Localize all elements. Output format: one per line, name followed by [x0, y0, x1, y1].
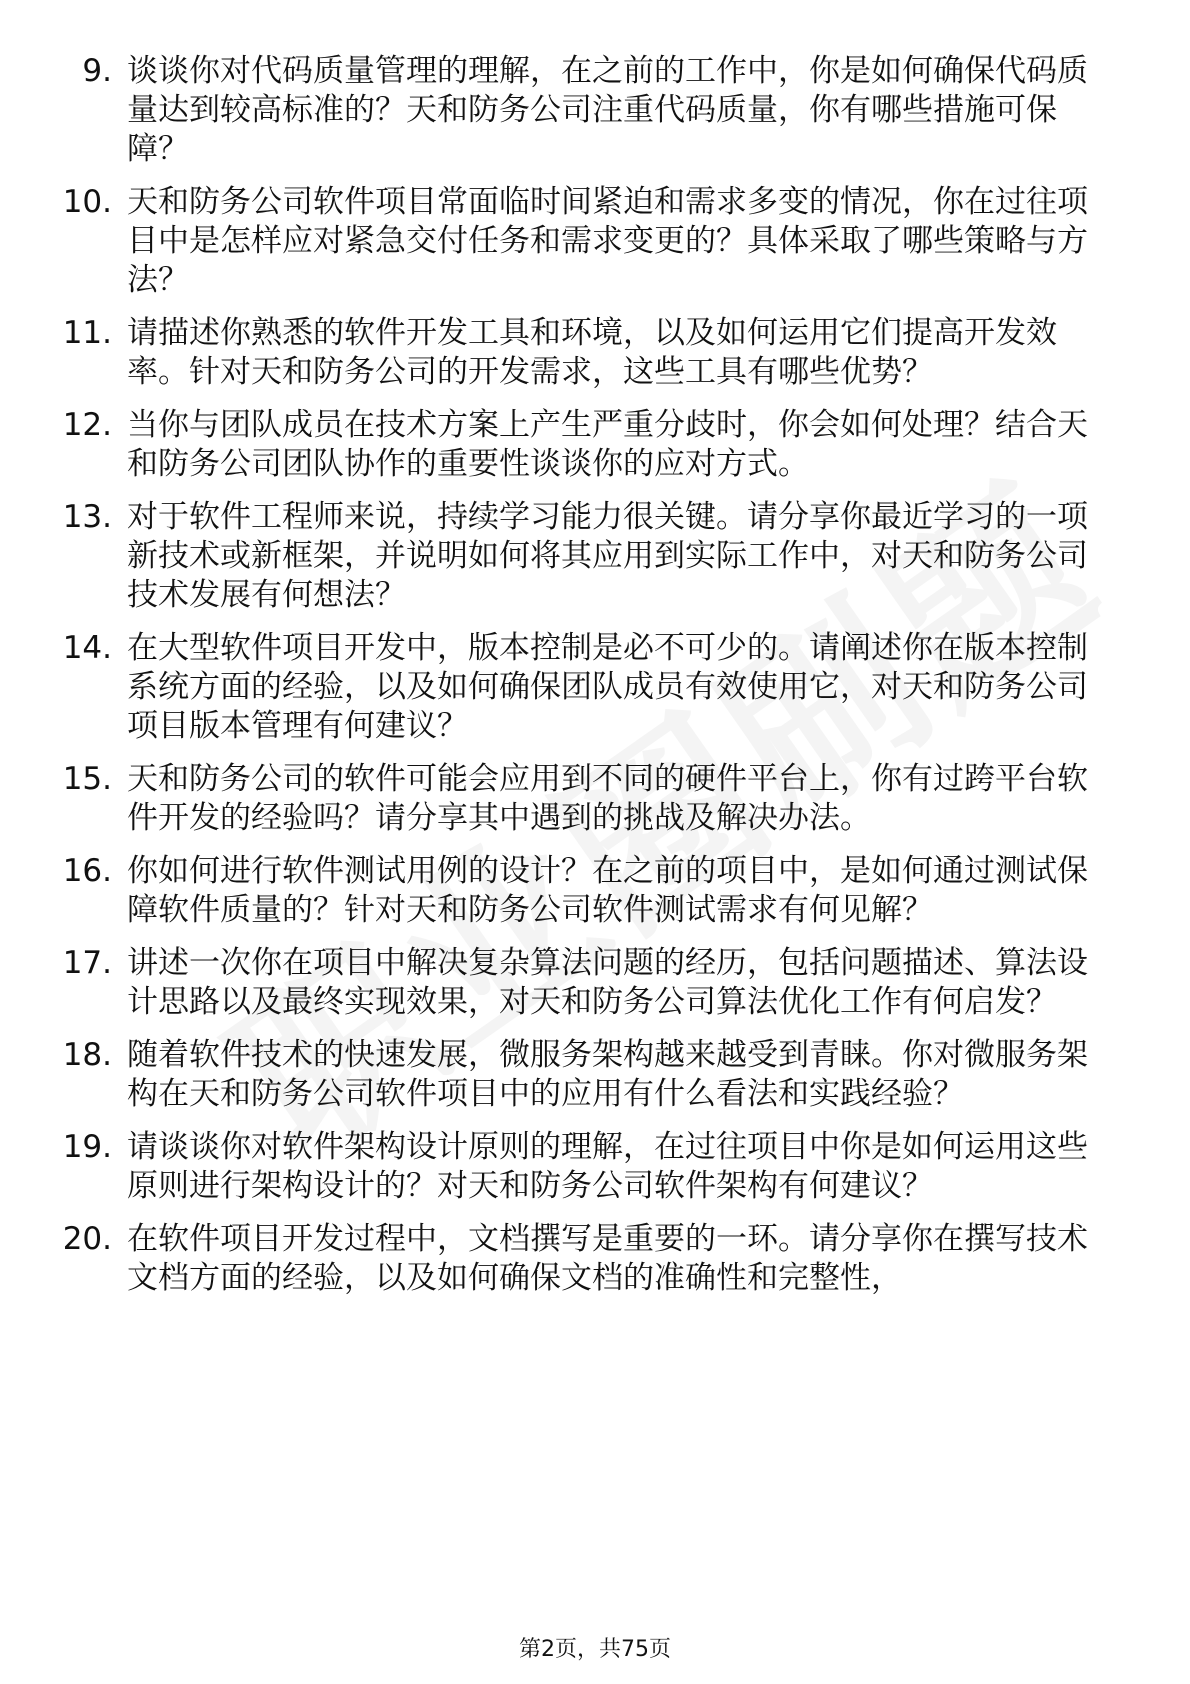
question-text: 随着软件技术的快速发展，微服务架构越来越受到青睐。你对微服务架构在天和防务公司软件项目中的应用有什么看法和实践经验？ [127, 1037, 1088, 1112]
question-item [0, 629, 1190, 746]
question-item [0, 1036, 1190, 1114]
question-number: 18. [62, 1037, 112, 1073]
question-number: 15. [62, 761, 112, 797]
question-text: 对于软件工程师来说，持续学习能力很关键。请分享你最近学习的一项新技术或新框架，并说明如何将其应用到实际工作中，对天和防务公司技术发展有何想法？ [127, 499, 1088, 613]
question-text: 天和防务公司软件项目常面临时间紧迫和需求多变的情况，你在过往项目中是怎样应对紧急交付任务和需求变更的？具体采取了哪些策略与方法？ [127, 184, 1088, 298]
question-text: 请谈谈你对软件架构设计原则的理解，在过往项目中你是如何运用这些原则进行架构设计的？对天和防务公司软件架构有何建议？ [127, 1129, 1088, 1204]
question-number: 19. [62, 1129, 112, 1165]
question-number: 12. [62, 407, 112, 443]
question-number: 17. [62, 945, 112, 981]
question-number: 14. [62, 630, 112, 666]
question-number: 10. [62, 184, 112, 220]
question-item [0, 498, 1190, 615]
page-footer: 第2页，共75页 [519, 1637, 671, 1662]
question-number: 11. [62, 315, 112, 351]
question-text: 在软件项目开发过程中，文档撰写是重要的一环。请分享你在撰写技术文档方面的经验，以及如何确保文档的准确性和完整性， [127, 1221, 1088, 1296]
question-item [0, 760, 1190, 838]
question-number: 13. [62, 499, 112, 535]
question-number: 16. [62, 853, 112, 889]
question-text: 天和防务公司的软件可能会应用到不同的硬件平台上，你有过跨平台软件开发的经验吗？请分享其中遇到的挑战及解决办法。 [127, 761, 1088, 836]
question-item [0, 406, 1190, 484]
question-text: 讲述一次你在项目中解决复杂算法问题的经历，包括问题描述、算法设计思路以及最终实现效果，对天和防务公司算法优化工作有何启发？ [127, 945, 1088, 1020]
question-text: 请描述你熟悉的软件开发工具和环境，以及如何运用它们提高开发效率。针对天和防务公司的开发需求，这些工具有哪些优势？ [127, 315, 1057, 390]
question-list [0, 52, 1190, 1312]
question-text: 当你与团队成员在技术方案上产生严重分歧时，你会如何处理？结合天和防务公司团队协作的重要性谈谈你的应对方式。 [127, 407, 1088, 482]
question-number: 9. [82, 53, 112, 89]
question-number: 20. [62, 1221, 112, 1257]
question-item [0, 852, 1190, 930]
question-item [0, 1220, 1190, 1298]
question-item [0, 944, 1190, 1022]
question-item [0, 314, 1190, 392]
question-text: 你如何进行软件测试用例的设计？在之前的项目中，是如何通过测试保障软件质量的？针对天和防务公司软件测试需求有何见解？ [127, 853, 1088, 928]
question-text: 谈谈你对代码质量管理的理解，在之前的工作中，你是如何确保代码质量达到较高标准的？天和防务公司注重代码质量，你有哪些措施可保障？ [127, 53, 1088, 167]
question-item [0, 1128, 1190, 1206]
question-item [0, 52, 1190, 169]
question-text: 在大型软件项目开发中，版本控制是必不可少的。请阐述你在版本控制系统方面的经验，以及如何确保团队成员有效使用它，对天和防务公司项目版本管理有何建议？ [127, 630, 1088, 744]
question-item [0, 183, 1190, 300]
